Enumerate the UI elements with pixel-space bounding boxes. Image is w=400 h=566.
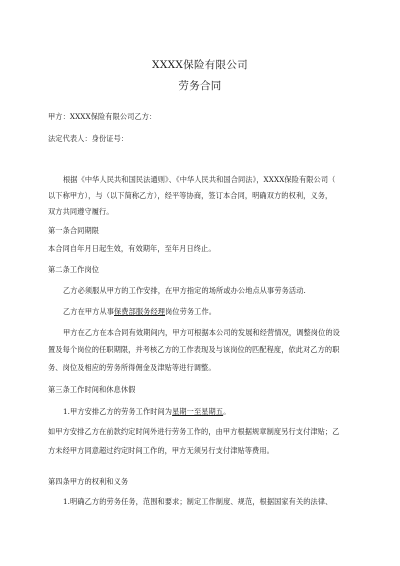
article-2-paragraph-2	[63, 307, 216, 317]
legal-rep-line: 法定代表人：身份证号：	[48, 134, 129, 143]
work-time-value: 星期一至星期五	[172, 407, 224, 416]
article-2-p2-suffix: 岗位劳务工作。	[165, 307, 217, 316]
company-title: XXXX保险有限公司	[152, 59, 248, 71]
preamble-line-2: 以下称甲方），与（以下简称乙方），经平等协商，签订本合同，明确双方的权利，义务，	[48, 191, 333, 200]
contract-title: 劳务合同	[178, 80, 222, 92]
article-1-text: 本合同自年月日起生效，有效期年，至年月日终止。	[48, 244, 216, 253]
article-3-p2-line-1: 如甲方安排乙方在前款约定时间外进行劳务工作的，由甲方根据规章制度另行支付津贴；乙	[48, 427, 340, 436]
article-3-p2-line-2: 方未经甲方同意超过约定时间工作的，甲方无须另行支付津贴等费用。	[48, 446, 274, 455]
article-2-p3-line-2: 置及每个岗位的任职期限，并考核乙方的工作表现及与该岗位的匹配程度，依此对乙方的职	[48, 345, 340, 354]
article-3-item-1	[63, 407, 230, 417]
article-4-item-1: 1.明确乙方的劳务任务，范围和要求；制定工作制度、规范，根据国家有关的法律、	[63, 497, 333, 506]
preamble-line-3: 双方共同遵守履行。	[48, 207, 114, 216]
article-3-item-1-suffix: 。	[223, 407, 231, 416]
party-a-line: 甲方：XXXX保险有限公司乙方：	[48, 112, 157, 121]
article-1-heading: 第一条合同期限	[48, 226, 100, 235]
article-4-heading: 第四条甲方的权利和义务	[48, 477, 129, 486]
article-3-item-1-prefix: 1.甲方安排乙方的劳务工作时间为	[63, 407, 173, 416]
article-2-p2-prefix: 乙方在甲方从事	[63, 307, 115, 316]
preamble-line-1: 根据《中华人民共和国民法通则》、《中华人民共和国合同法》，XXXX保险有限公司（	[63, 175, 336, 184]
article-2-heading: 第二条工作岗位	[48, 265, 100, 274]
article-2-paragraph-1: 乙方必须服从甲方的工作安排，在甲方指定的场所或办公地点从事劳务活动.	[63, 286, 306, 295]
article-2-p3-line-3: 务、岗位及相应的劳务所得佣金及津贴等进行调整。	[48, 363, 216, 372]
position-value: 保费部服务经理	[114, 307, 166, 316]
article-3-heading: 第三条工作时间和休息休假	[48, 385, 136, 394]
article-2-p3-line-1: 甲方在乙方在本合同有效期间内，甲方可根据本公司的发展和经营情况，调整岗位的设	[63, 328, 340, 337]
